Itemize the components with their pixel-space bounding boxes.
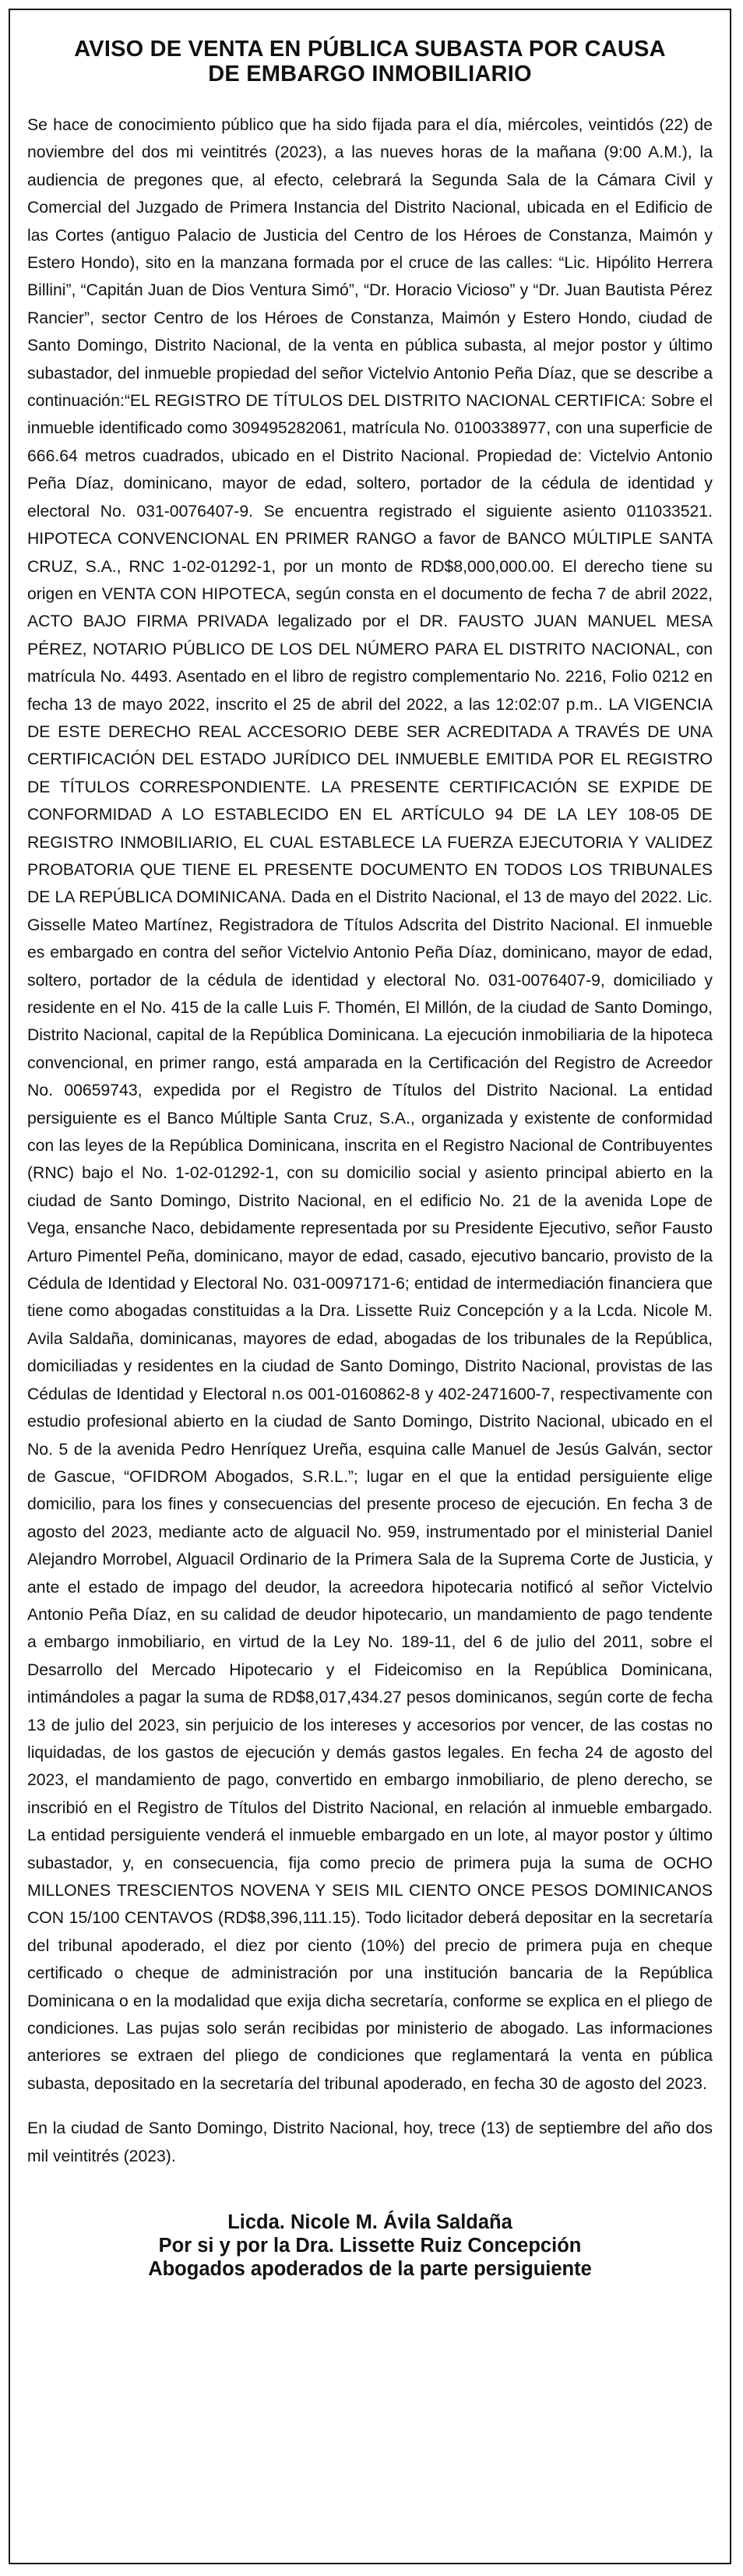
signature-on-behalf: Por si y por la Dra. Lissette Ruiz Concepción (158, 2235, 582, 2257)
notice-title-line-1: AVISO DE VENTA EN PÚBLICA SUBASTA POR CAUSA (74, 37, 666, 62)
legal-notice (9, 9, 731, 2564)
signature-role: Abogados apoderados de la parte persiguiente (148, 2258, 592, 2281)
signature-block (27, 2211, 713, 2281)
notice-closing: En la ciudad de Santo Domingo, Distrito Nacional, hoy, trece (13) de septiembre del año dos mil veintitrés (2023). (27, 2119, 713, 2165)
notice-title (27, 37, 713, 86)
notice-body: Se hace de conocimiento público que ha sido fijada para el día, miércoles, veintidós (22) de noviembre del dos mi veintitrés (2023), a las nueves horas de la mañana (9:00 A.M.), la audiencia de pregones que, al efecto, celebrará la Segunda Sala de la Cámara Civil y Comercial del Juzgado de Primera Instancia del Distrito Nacional, ubicada en el Edificio de las Cortes (antiguo Palacio de Justicia del Centro de los Héroes de Constanza, Maimón y Estero Hondo), sito en la manzana formada por el cruce de las calles: “Lic. Hipólito Herrera Billini”, “Capitán Juan de Dios Ventura Simó”, “Dr. Horacio Vicioso” y “Dr. Juan Bautista Pérez Rancier”, sector Centro de los Héroes de Constanza, Maimón y Estero Hondo, ciudad de Santo Domingo, Distrito Nacional, de la venta en pública subasta, al mejor postor y último subastador, del inmueble propiedad del señor Victelvio Antonio Peña Díaz, que se describe a continuación:“EL REGISTRO DE TÍTULOS DEL DISTRITO NACIONAL CERTIFICA: Sobre el inmueble identificado como 309495282061, matrícula No. 0100338977, con una superficie de 666.64 metros cuadrados, ubicado en el Distrito Nacional. Propiedad de: Victelvio Antonio Peña Díaz, dominicano, mayor de edad, soltero, portador de la cédula de identidad y electoral No. 031-0076407-9. Se encuentra registrado el siguiente asiento 011033521. HIPOTECA CONVENCIONAL EN PRIMER RANGO a favor de BANCO MÚLTIPLE SANTA CRUZ, S.A., RNC 1-02-01292-1, por un monto de RD$8,000,000.00. El derecho tiene su origen en VENTA CON HIPOTECA, según consta en el documento de fecha 7 de abril 2022, ACTO BAJO FIRMA PRIVADA legalizado por el DR. FAUSTO JUAN MANUEL MESA PÉREZ, NOTARIO PÚBLICO DE LOS DEL NÚMERO PARA EL DISTRITO NACIONAL, con matrícula No. 4493. Asentado en el libro de registro complementario No. 2216, Folio 0212 en fecha 13 de mayo 2022, inscrito el 25 de abril del 2022, a las 12:02:07 p.m.. LA VIGENCIA DE ESTE DERECHO REAL ACCESORIO DEBE SER ACREDITADA A TRAVÉS DE UNA CERTIFICACIÓN DEL ESTADO JURÍDICO DEL INMUEBLE EMITIDA POR EL REGISTRO DE TÍTULOS CORRESPONDIENTE. LA PRESENTE CERTIFICACIÓN SE EXPIDE DE CONFORMIDAD A LO ESTABLECIDO EN EL ARTÍCULO 94 DE LA LEY 108-05 DE REGISTRO INMOBILIARIO, EL CUAL ESTABLECE LA FUERZA EJECUTORIA Y VALIDEZ PROBATORIA QUE TIENE EL PRESENTE DOCUMENTO EN TODOS LOS TRIBUNALES DE LA REPÚBLICA DOMINICANA. Dada en el Distrito Nacional, el 13 de mayo del 2022. Lic. Gisselle Mateo Martínez, Registradora de Títulos Adscrita del Distrito Nacional. El inmueble es embargado en contra del señor Victelvio Antonio Peña Díaz, dominicano, mayor de edad, soltero, portador de la cédula de identidad y electoral No. 031-0076407-9, domiciliado y residente en el No. 415 de la calle Luis F. Thomén, El Millón, de la ciudad de Santo Domingo, Distrito Nacional, capital de la República Dominicana. La ejecución inmobiliaria de la hipoteca convencional, en primer rango, está amparada en la Certificación del Registro de Acreedor No. 00659743, expedida por el Registro de Títulos del Distrito Nacional. La entidad persiguiente es el Banco Múltiple Santa Cruz, S.A., organizada y existente de conformidad con las leyes de la República Dominicana, inscrita en el Registro Nacional de Contribuyentes (RNC) bajo el No. 1-02-01292-1, con su domicilio social y asiento principal abierto en la ciudad de Santo Domingo, Distrito Nacional, en el edificio No. 21 de la avenida Lope de Vega, ensanche Naco, debidamente representada por su Presidente Ejecutivo, señor Fausto Arturo Pimentel Peña, dominicano, mayor de edad, casado, ejecutivo bancario, provisto de la Cédula de Identidad y Electoral No. 031-0097171-6; entidad de intermediación financiera que tiene como abogadas constituidas a la Dra. Lissette Ruiz Concepción y a la Lcda. Nicole M. Avila Saldaña, dominicanas, mayores de edad, abogadas de los tribunales de la República, domiciliadas y residentes en la ciudad de Santo Domingo, Distrito Nacional, provistas de las Cédulas de Identidad y Electoral n.os 001-0160862-8 y 402-2471600-7, respectivamente con estudio profesional abierto en la ciudad de Santo Domingo, Distrito Nacional, ubicado en el No. 5 de la avenida Pedro Henríquez Ureña, esquina calle Manuel de Jesús Galván, sector de Gascue, “OFIDROM Abogados, S.R.L.”; lugar en el que la entidad persiguiente elige domicilio, para los fines y consecuencias del presente proceso de ejecución. En fecha 3 de agosto del 2023, mediante acto de alguacil No. 959, instrumentado por el ministerial Daniel Alejandro Morrobel, Alguacil Ordinario de la Primera Sala de la Suprema Corte de Justicia, y ante el estado de impago del deudor, la acreedora hipotecaria notificó al señor Victelvio Antonio Peña Díaz, en su calidad de deudor hipotecario, un mandamiento de pago tendente a embargo inmobiliario, en virtud de la Ley No. 189-11, del 6 de julio del 2011, sobre el Desarrollo del Mercado Hipotecario y el Fideicomiso en la República Dominicana, intimándoles a pagar la suma de RD$8,017,434.27 pesos dominicanos, según corte de fecha 13 de julio del 2023, sin perjuicio de los intereses y accesorios por vencer, de las costas no liquidadas, de los gastos de ejecución y demás gastos legales. En fecha 24 de agosto del 2023, el mandamiento de pago, convertido en embargo inmobiliario, de pleno derecho, se inscribió en el Registro de Títulos del Distrito Nacional, en relación al inmueble embargado. La entidad persiguiente venderá el inmueble embargado en un lote, al mayor postor y último subastador, y, en consecuencia, fija como precio de primera puja la suma de OCHO MILLONES TRESCIENTOS NOVENA Y SEIS MIL CIENTO ONCE PESOS DOMINICANOS CON 15/100 CENTAVOS (RD$8,396,111.15). Todo licitador deberá depositar en la secretaría del tribunal apoderado, el diez por ciento (10%) del precio de primera puja en cheque certificado o cheque de administración por una institución bancaria de la República Dominicana o en la modalidad que exija dicha secretaría, conforme se explica en el pliego de condiciones. Las pujas solo serán recibidas por ministerio de abogado. Las informaciones anteriores se extraen del pliego de condiciones que reglamentará la venta en pública subasta, depositado en la secretaría del tribunal apoderado, en fecha 30 de agosto del 2023. (27, 116, 713, 2093)
signature-name: Licda. Nicole M. Ávila Saldaña (227, 2211, 512, 2234)
notice-title-line-2: DE EMBARGO INMOBILIARIO (208, 62, 532, 86)
